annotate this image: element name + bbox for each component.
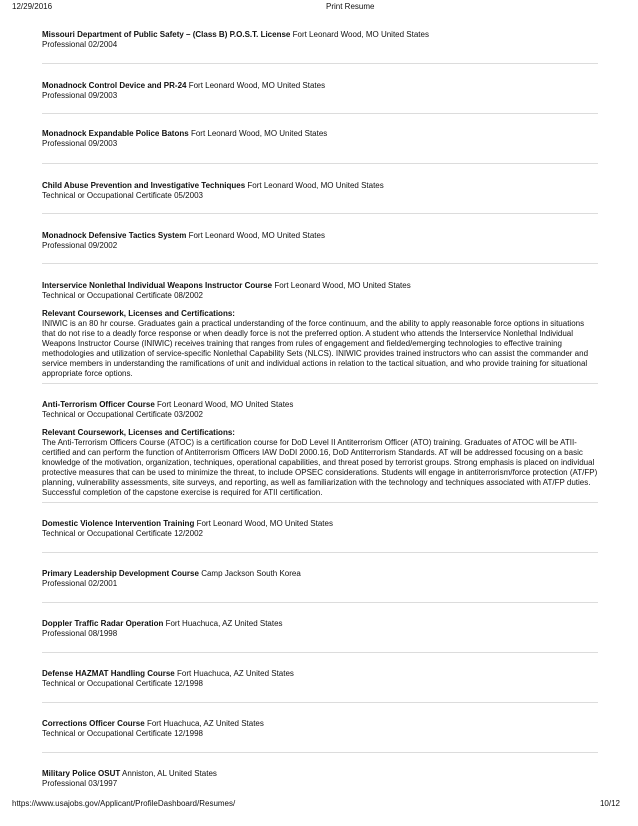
entry-type-date: Professional 02/2004 [42, 40, 118, 49]
entry-name: Doppler Traffic Radar Operation [42, 619, 164, 628]
entry-heading-line [42, 619, 598, 629]
print-header [0, 2, 638, 16]
entry-divider [42, 63, 598, 64]
entry-location: Fort Leonard Wood, MO United States [274, 281, 411, 290]
entry-name: Interservice Nonlethal Individual Weapons Instructor Course [42, 281, 273, 290]
entry-location: Fort Leonard Wood, MO United States [157, 400, 294, 409]
training-entry [42, 231, 598, 251]
entry-location: Camp Jackson South Korea [201, 569, 301, 578]
entry-type-date: Professional 09/2003 [42, 91, 118, 100]
entry-type-date: Professional 03/1997 [42, 779, 118, 788]
entry-location: Fort Leonard Wood, MO United States [190, 129, 328, 138]
training-entry [42, 129, 598, 149]
entry-name: Child Abuse Prevention and Investigative Techniques [42, 181, 246, 190]
entry-location: Fort Leonard Wood, MO United States [247, 181, 384, 190]
entry-divider [42, 502, 598, 503]
entry-location: Anniston, AL United States [122, 769, 217, 778]
training-entry [42, 81, 598, 101]
entry-name: Missouri Department of Public Safety – (Class B) P.O.S.T. License [42, 30, 291, 39]
entry-heading-line [42, 569, 598, 579]
entry-name: Anti-Terrorism Officer Course [42, 400, 155, 409]
coursework-heading: Relevant Coursework, Licenses and Certifications: [42, 428, 235, 437]
entry-heading-line [42, 231, 598, 241]
entry-type-date: Technical or Occupational Certificate 12/2002 [42, 529, 203, 538]
training-entry [42, 769, 598, 789]
training-entry [42, 519, 598, 539]
entry-heading-line [42, 129, 598, 139]
entry-type-date: Professional 09/2003 [42, 139, 118, 148]
entry-location: Fort Leonard Wood, MO United States [196, 519, 333, 528]
entry-location: Fort Leonard Wood, MO United States [188, 81, 326, 90]
entry-heading-line [42, 281, 598, 291]
coursework-description: INIWIC is an 80 hr course. Graduates gain a practical understanding of the force continuum, and the ability to apply reasonable force options in situations that do not rise to a deadly force response or when deadly force is not the preferred option. A student who attends the Interservice Nonlethal Individual Weapons Instructor Course (INIWIC) receives training that ranges from rules of engagement and fielded/emerging technologies to effective training methodologies and utilization of service-specific Nonlethal Capability Sets (NLCS). INIWIC provides trained instructors who can assist the commander and service members in understanding the ramifications of unit and individual actions in relation to the tactical situation, and who provide training for situational appropriate force options. [42, 319, 589, 378]
training-entry [42, 30, 598, 50]
entry-divider [42, 702, 598, 703]
training-entry [42, 669, 598, 689]
entry-location: Fort Leonard Wood, MO United States [188, 231, 325, 240]
entry-heading-line [42, 519, 598, 529]
entry-name: Defense HAZMAT Handling Course [42, 669, 175, 678]
training-entry [42, 569, 598, 589]
entry-heading-line [42, 669, 598, 679]
entry-divider [42, 602, 598, 603]
entry-name: Primary Leadership Development Course [42, 569, 199, 578]
entry-divider [42, 552, 598, 553]
coursework-heading: Relevant Coursework, Licenses and Certifications: [42, 309, 235, 318]
entry-location: Fort Huachuca, AZ United States [146, 719, 264, 728]
entry-location: Fort Leonard Wood, MO United States [292, 30, 429, 39]
entry-name: Monadnock Defensive Tactics System [42, 231, 187, 240]
entry-name: Monadnock Control Device and PR-24 [42, 81, 187, 90]
entry-name: Military Police OSUT [42, 769, 121, 778]
entry-name: Corrections Officer Course [42, 719, 145, 728]
entry-divider [42, 213, 598, 214]
training-entry [42, 400, 598, 498]
entry-name: Domestic Violence Intervention Training [42, 519, 195, 528]
print-footer [0, 799, 638, 813]
page-url[interactable]: https://www.usajobs.gov/Applicant/ProfileDashboard/Resumes/ [12, 799, 236, 808]
training-entry [42, 719, 598, 739]
entry-divider [42, 263, 598, 264]
training-entry [42, 181, 598, 201]
entry-type-date: Professional 08/1998 [42, 629, 118, 638]
entry-divider [42, 383, 598, 384]
entry-name: Monadnock Expandable Police Batons [42, 129, 189, 138]
entry-heading-line [42, 81, 598, 91]
page-number: 10/12 [599, 799, 620, 808]
entry-divider [42, 163, 598, 164]
entry-divider [42, 752, 598, 753]
entry-divider [42, 113, 598, 114]
entry-heading-line [42, 400, 598, 410]
entry-type-date: Professional 09/2002 [42, 241, 118, 250]
entry-location: Fort Huachuca, AZ United States [165, 619, 283, 628]
entry-type-date: Technical or Occupational Certificate 08/2002 [42, 291, 203, 300]
coursework-description: The Anti-Terrorism Officers Course (ATOC) is a certification course for DoD Level II Antiterrorism Officer (ATO) training. Graduates of ATOC will be ATII-certified and can perform the function of Antiterrorism Officers IAW DoDI 2000.16, DoD Antiterrorism Standards. AT will be addressed focusing on a basic knowledge of the motivation, organization, techniques, operational capabilities, and threat posed by terrorist groups. Strong emphasis is placed on individual protective measures that can be used to minimize the threat, to include OPSEC considerations. Students will engage in antiterrorism/force protection (AT/FP) planning, vulnerability assessments, site surveys, and reporting, as well as familiarization with the technology and techniques associated with AT/FP duties. Successful completion of the capstone exercise is required for ATII certification. [42, 438, 598, 497]
training-entry [42, 619, 598, 639]
print-date: 12/29/2016 [12, 2, 53, 11]
training-entry [42, 281, 598, 379]
entry-heading-line [42, 719, 598, 729]
entry-heading-line [42, 769, 598, 779]
entry-location: Fort Huachuca, AZ United States [176, 669, 294, 678]
entry-heading-line [42, 30, 598, 40]
entry-type-date: Technical or Occupational Certificate 12/1998 [42, 679, 203, 688]
entry-type-date: Technical or Occupational Certificate 05/2003 [42, 191, 203, 200]
entry-divider [42, 652, 598, 653]
print-title: Print Resume [326, 2, 375, 11]
entry-heading-line [42, 181, 598, 191]
entry-type-date: Technical or Occupational Certificate 12/1998 [42, 729, 203, 738]
entry-type-date: Technical or Occupational Certificate 03/2002 [42, 410, 203, 419]
entry-type-date: Professional 02/2001 [42, 579, 118, 588]
